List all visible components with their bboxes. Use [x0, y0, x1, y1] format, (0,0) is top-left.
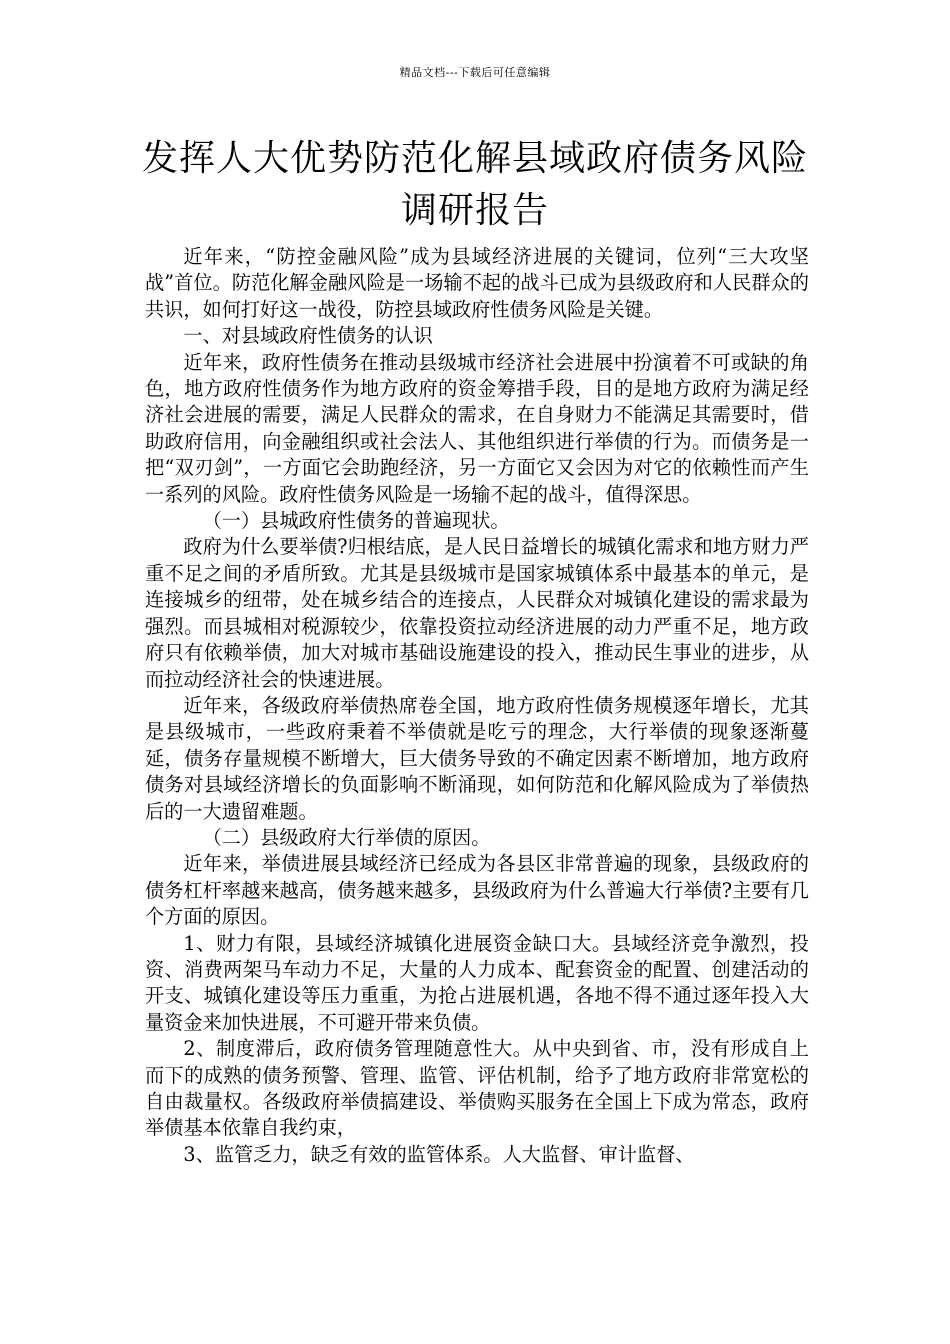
subsection-heading-1: （一）县城政府性债务的普遍现状。: [202, 509, 510, 533]
paragraph: 近年来，政府性债务在推动县级城市经济社会进展中扮演着不可或缺的角色，地方政府性债务作为地方政府的资金筹措手段，目的是地方政府为满足经济社会进展的需要，满足人民群众的需求，在自身财力不能满足其需要时，借助政府信用，向金融组织或社会法人、其他组织进行举债的行为。而债务是一把“双刃剑”，一方面它会助跑经济，另一方面它又会因为对它的依赖性而产生一系列的风险。政府性债务风险是一场输不起的战斗，值得深思。: [145, 350, 809, 506]
page-header: 精品文档---下载后可任意编辑: [399, 66, 551, 79]
paragraph: 政府为什么要举债?归根结底，是人民日益增长的城镇化需求和地方财力严重不足之间的矛盾所致。尤其是县级城市是国家城镇体系中最基本的单元，是连接城乡的纽带，处在城乡结合的连接点，人民群众对城镇化建设的需求最为强烈。而县城相对税源较少，依靠投资拉动经济进展的动力严重不足，地方政府只有依赖举债，加大对城市基础设施建设的投入，推动民生事业的进步，从而拉动经济社会的快速进展。: [145, 535, 809, 691]
paragraph: 近年来，各级政府举债热席卷全国，地方政府性债务规模逐年增长，尤其是县级城市，一些政府秉着不举债就是吃亏的理念，大行举债的现象逐渐蔓延，债务存量规模不断增大，巨大债务导致的不确定因素不断增加，地方政府债务对县域经济增长的负面影响不断涌现，如何防范和化解风险成为了举债热后的一大遗留难题。: [145, 693, 809, 823]
paragraph: 1、财力有限，县域经济城镇化进展资金缺口大。县域经济竞争激烈，投资、消费两架马车动力不足，大量的人力成本、配套资金的配置、创建活动的开支、城镇化建设等压力重重，为抢占进展机遇，各地不得不通过逐年投入大量资金来加快进展，不可避开带来负债。: [145, 931, 809, 1034]
document-title-line1: 发挥人大优势防范化解县域政府债务风险: [141, 138, 808, 179]
paragraph: 2、制度滞后，政府债务管理随意性大。从中央到省、市，没有形成自上而下的成熟的债务预警、管理、监管、评估机制，给予了地方政府非常宽松的自由裁量权。各级政府举债搞建设、举债购买服务在全国上下成为常态，政府举债基本依靠自我约束，: [145, 1037, 809, 1140]
paragraph-intro: 近年来，“防控金融风险”成为县域经济进展的关键词，位列“三大攻坚战”首位。防范化解金融风险是一场输不起的战斗已成为县级政府和人民群众的共识，如何打好这一战役，防控县域政府性债务风险是关键。: [145, 245, 809, 321]
paragraph: 3、监管乏力，缺乏有效的监管体系。人大监督、审计监督、: [183, 1142, 695, 1166]
paragraph: 近年来，举债进展县域经济已经成为各县区非常普遍的现象，县级政府的债务杠杆率越来越高，债务越来越多，县级政府为什么普遍大行举债?主要有几个方面的原因。: [145, 852, 809, 929]
subsection-heading-2: （二）县级政府大行举债的原因。: [202, 825, 491, 849]
document-body: [145, 244, 809, 1168]
document-title-line2: 调研报告: [400, 190, 549, 231]
section-heading-1: 一、对县域政府性债务的认识: [183, 324, 433, 348]
